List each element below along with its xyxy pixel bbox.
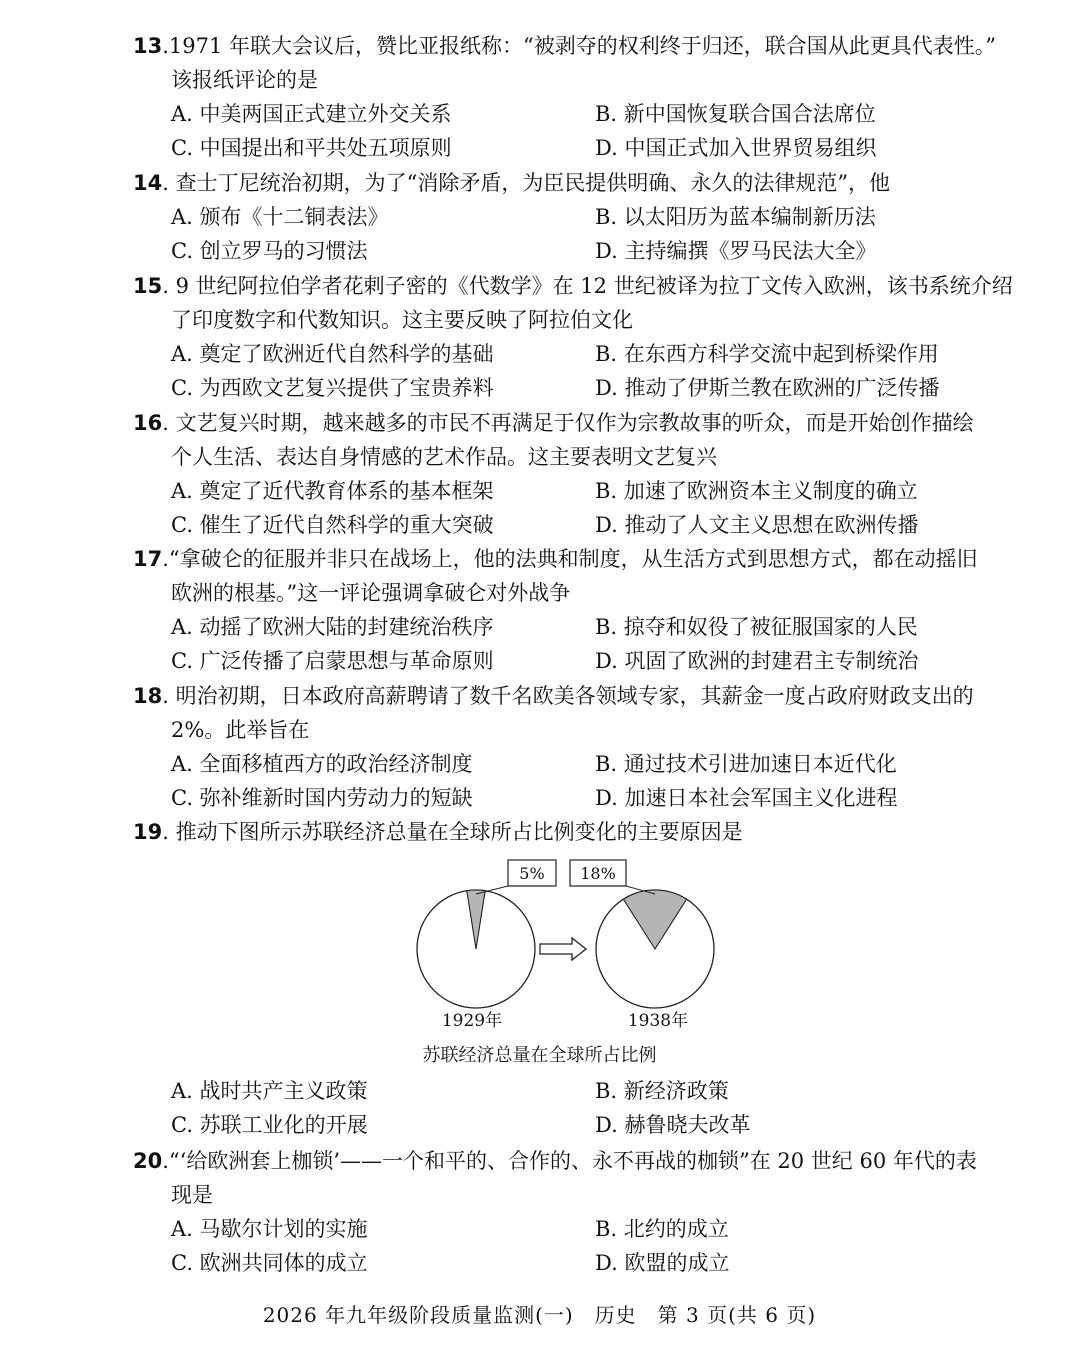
option-a[interactable]: A. 战时共产主义政策: [171, 1079, 368, 1103]
options-row: [133, 131, 1013, 165]
option-a[interactable]: A. 奠定了近代教育体系的基本框架: [171, 479, 494, 503]
pie-value-label: 18%: [580, 864, 616, 883]
options-row: [133, 644, 1013, 678]
question-number: 15: [133, 274, 163, 298]
option-d[interactable]: D. 推动了伊斯兰教在欧洲的广泛传播: [595, 376, 940, 400]
option-b[interactable]: B. 以太阳历为蓝本编制新历法: [595, 205, 876, 229]
options-row: [133, 1246, 1013, 1280]
stem-line: . 9 世纪阿拉伯学者花剌子密的《代数学》在 12 世纪被译为拉丁文传入欧洲，该书系统介绍: [162, 274, 1013, 298]
option-c[interactable]: C. 中国提出和平共处五项原则: [171, 136, 452, 160]
option-c[interactable]: C. 创立罗马的习惯法: [171, 239, 368, 263]
option-a[interactable]: A. 全面移植西方的政治经济制度: [171, 752, 473, 776]
option-a[interactable]: A. 奠定了欧洲近代自然科学的基础: [171, 342, 494, 366]
options-row: [133, 97, 1013, 131]
option-b[interactable]: B. 新经济政策: [595, 1079, 729, 1103]
options-row: [133, 337, 1013, 371]
option-b[interactable]: B. 加速了欧洲资本主义制度的确立: [595, 479, 918, 503]
options-row: [133, 1108, 1013, 1142]
stem-line: . 推动下图所示苏联经济总量在全球所占比例变化的主要原因是: [162, 820, 743, 844]
question-number: 19: [133, 820, 163, 844]
stem-line: . 查士丁尼统治初期，为了“消除矛盾，为臣民提供明确、永久的法律规范”，他: [162, 171, 891, 195]
question-stem: [133, 166, 1013, 200]
option-d[interactable]: D. 巩固了欧洲的封建君主专制统治: [595, 649, 919, 673]
option-a[interactable]: A. 中美两国正式建立外交关系: [171, 102, 452, 126]
options-row: [133, 1212, 1013, 1246]
question-number: 20: [133, 1149, 163, 1173]
option-d[interactable]: D. 推动了人文主义思想在欧洲传播: [595, 513, 919, 537]
question-number: 16: [133, 411, 163, 435]
question-stem: [133, 269, 1013, 303]
question-20: [133, 1144, 1013, 1280]
question-stem: [133, 1144, 1013, 1178]
stem-line: 现是: [171, 1183, 213, 1207]
option-a[interactable]: A. 颁布《十二铜表法》: [171, 205, 389, 229]
options-row: [133, 747, 1013, 781]
option-a[interactable]: A. 动摇了欧洲大陆的封建统治秩序: [171, 615, 494, 639]
options-row: [133, 474, 1013, 508]
stem-line: .“拿破仑的征服并非只在战场上，他的法典和制度，从生活方式到思想方式，都在动摇旧: [162, 547, 978, 571]
stem-line: 个人生活、表达自身情感的艺术作品。这主要表明文艺复兴: [171, 445, 717, 469]
stem-line: 欧洲的根基。”这一评论强调拿破仑对外战争: [171, 581, 571, 605]
question-15: [133, 269, 1013, 405]
stem-line: .1971 年联大会议后，赞比亚报纸称：“被剥夺的权利终于归还，联合国从此更具代表性。”: [162, 34, 996, 58]
chart-caption: 苏联经济总量在全球所占比例: [422, 1045, 657, 1066]
option-d[interactable]: D. 中国正式加入世界贸易组织: [595, 136, 877, 160]
option-a[interactable]: A. 马歇尔计划的实施: [171, 1217, 368, 1241]
question-number: 17: [133, 547, 163, 571]
question-19-options: [133, 1074, 1013, 1142]
pie-year-label: 1929年: [441, 1011, 503, 1031]
option-b[interactable]: B. 掠夺和奴役了被征服国家的人民: [595, 615, 918, 639]
stem-line: . 明治初期，日本政府高薪聘请了数千名欧美各领域专家，其薪金一度占政府财政支出的: [162, 684, 974, 708]
question-number: 18: [133, 684, 163, 708]
option-d[interactable]: D. 欧盟的成立: [595, 1251, 730, 1275]
option-c[interactable]: C. 弥补维新时国内劳动力的短缺: [171, 786, 473, 810]
stem-line: . 文艺复兴时期，越来越多的市民不再满足于仅作为宗教故事的听众，而是开始创作描绘: [162, 411, 974, 435]
option-c[interactable]: C. 为西欧文艺复兴提供了宝贵养料: [171, 376, 494, 400]
question-number: 14: [133, 171, 163, 195]
question-stem: [133, 815, 1013, 849]
question-stem: [133, 406, 1013, 440]
question-17: [133, 542, 1013, 678]
options-row: [133, 1074, 1013, 1108]
question-19: [133, 815, 1013, 849]
options-row: [133, 508, 1013, 542]
option-b[interactable]: B. 通过技术引进加速日本近代化: [595, 752, 897, 776]
question-number: 13: [133, 34, 163, 58]
option-d[interactable]: D. 主持编撰《罗马民法大全》: [595, 239, 877, 263]
pie-year-label: 1938年: [627, 1011, 689, 1031]
option-d[interactable]: D. 加速日本社会军国主义化进程: [595, 786, 898, 810]
options-row: [133, 781, 1013, 815]
question-14: [133, 166, 1013, 268]
option-c[interactable]: C. 苏联工业化的开展: [171, 1113, 368, 1137]
arrow-icon: [540, 938, 586, 960]
option-d[interactable]: D. 赫鲁晓夫改革: [595, 1113, 751, 1137]
question-16: [133, 406, 1013, 542]
option-b[interactable]: B. 在东西方科学交流中起到桥梁作用: [595, 342, 939, 366]
options-row: [133, 610, 1013, 644]
stem-line: .“‘给欧洲套上枷锁’——一个和平的、合作的、永不再战的枷锁”在 20 世纪 60 年代的表: [162, 1149, 977, 1173]
option-c[interactable]: C. 催生了近代自然科学的重大突破: [171, 513, 494, 537]
option-b[interactable]: B. 新中国恢复联合国合法席位: [595, 102, 876, 126]
options-row: [133, 234, 1013, 268]
option-c[interactable]: C. 广泛传播了启蒙思想与革命原则: [171, 649, 494, 673]
stem-line: 了印度数字和代数知识。这主要反映了阿拉伯文化: [171, 308, 633, 332]
question-stem: [133, 679, 1013, 713]
stem-line: 该报纸评论的是: [171, 68, 318, 92]
options-row: [133, 200, 1013, 234]
stem-line: 2%。此举旨在: [171, 718, 310, 742]
question-stem: [133, 29, 1013, 63]
question-stem: [133, 542, 1013, 576]
question-13: [133, 29, 1013, 165]
pie-value-label: 5%: [519, 864, 545, 883]
options-row: [133, 371, 1013, 405]
page-footer: 2026 年九年级阶段质量监测(一) 历史 第 3 页(共 6 页): [262, 1303, 817, 1327]
pie-chart-figure: [400, 850, 740, 1035]
option-b[interactable]: B. 北约的成立: [595, 1217, 729, 1241]
option-c[interactable]: C. 欧洲共同体的成立: [171, 1251, 368, 1275]
question-18: [133, 679, 1013, 815]
